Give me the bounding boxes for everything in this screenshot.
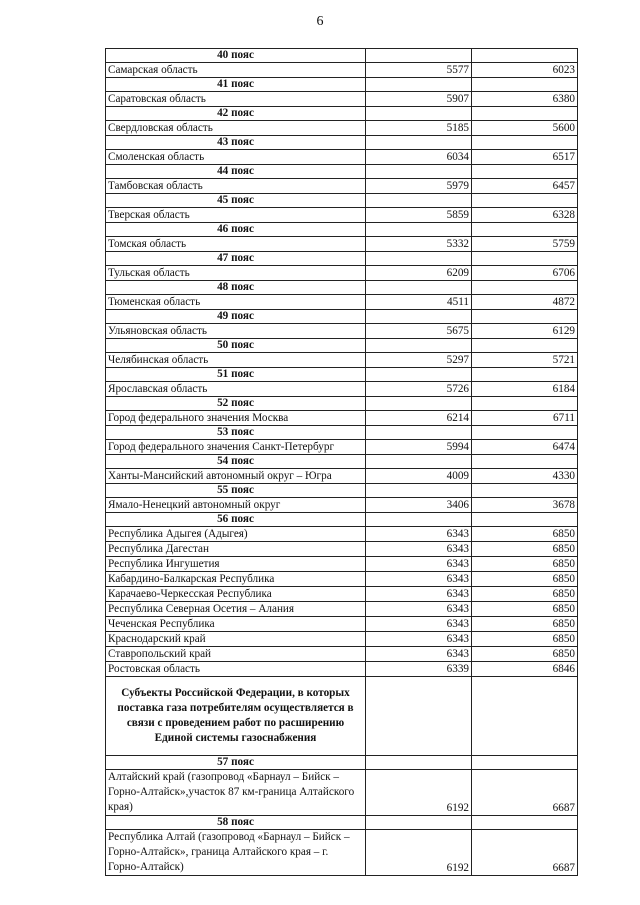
value-cell-2: 6706 <box>472 266 578 281</box>
empty-cell <box>472 426 578 440</box>
value-cell-1: 6034 <box>366 150 472 165</box>
zone-label: 54 пояс <box>106 455 366 469</box>
zone-row <box>106 368 578 382</box>
region-name: Республика Алтай (газопровод «Барнаул – Бийск – Горно-Алтайск», граница Алтайского края – г. Горно-Алтайск) <box>106 830 366 876</box>
empty-cell <box>366 281 472 295</box>
table-row <box>106 617 578 632</box>
region-name: Город федерального значения Санкт-Петербург <box>106 440 366 455</box>
empty-cell <box>472 455 578 469</box>
zone-label: 52 пояс <box>106 397 366 411</box>
value-cell-2: 6129 <box>472 324 578 339</box>
region-name: Город федерального значения Москва <box>106 411 366 426</box>
zone-row <box>106 397 578 411</box>
zone-label: 56 пояс <box>106 513 366 527</box>
region-name: Томская область <box>106 237 366 252</box>
region-name: Челябинская область <box>106 353 366 368</box>
table-row <box>106 587 578 602</box>
empty-cell <box>472 339 578 353</box>
table-row <box>106 150 578 165</box>
value-cell-1: 6343 <box>366 587 472 602</box>
table-row <box>106 411 578 426</box>
empty-cell <box>366 455 472 469</box>
value-cell-2: 3678 <box>472 498 578 513</box>
empty-cell <box>472 397 578 411</box>
value-cell-1: 5994 <box>366 440 472 455</box>
value-cell-1: 6343 <box>366 602 472 617</box>
empty-cell <box>472 223 578 237</box>
value-cell-2: 5600 <box>472 121 578 136</box>
value-cell-2: 6687 <box>472 830 578 876</box>
zone-row <box>106 194 578 208</box>
value-cell-2: 6517 <box>472 150 578 165</box>
zone-label: 51 пояс <box>106 368 366 382</box>
value-cell-2: 6474 <box>472 440 578 455</box>
value-cell-1: 5185 <box>366 121 472 136</box>
empty-cell <box>366 397 472 411</box>
empty-cell <box>366 816 472 830</box>
zone-label: 50 пояс <box>106 339 366 353</box>
region-name: Ростовская область <box>106 662 366 677</box>
table-row <box>106 527 578 542</box>
zone-label: 42 пояс <box>106 107 366 121</box>
section-header: Субъекты Российской Федерации, в которых поставка газа потребителям осуществляется в связи с проведением работ по расширению Единой системы газоснабжения <box>106 677 366 756</box>
zone-label: 57 пояс <box>106 756 366 770</box>
value-cell-2: 6457 <box>472 179 578 194</box>
zone-row <box>106 107 578 121</box>
value-cell-1: 6343 <box>366 557 472 572</box>
region-name: Ставропольский край <box>106 647 366 662</box>
table-row <box>106 602 578 617</box>
page-number: 6 <box>316 14 324 29</box>
zone-row <box>106 281 578 295</box>
region-name: Саратовская область <box>106 92 366 107</box>
region-name: Тюменская область <box>106 295 366 310</box>
empty-cell <box>366 756 472 770</box>
section-header-row <box>106 677 578 756</box>
value-cell-1: 6209 <box>366 266 472 281</box>
value-cell-1: 5332 <box>366 237 472 252</box>
zone-row <box>106 484 578 498</box>
value-cell-1: 5726 <box>366 382 472 397</box>
value-cell-2: 6850 <box>472 632 578 647</box>
zone-row <box>106 223 578 237</box>
region-name: Самарская область <box>106 63 366 78</box>
zone-label: 58 пояс <box>106 816 366 830</box>
table-row <box>106 237 578 252</box>
zone-row <box>106 78 578 92</box>
table-row <box>106 353 578 368</box>
value-cell-2: 4872 <box>472 295 578 310</box>
table-row <box>106 92 578 107</box>
empty-cell <box>472 513 578 527</box>
zone-label: 46 пояс <box>106 223 366 237</box>
zone-label: 47 пояс <box>106 252 366 266</box>
value-cell-1: 4009 <box>366 469 472 484</box>
table-row <box>106 830 578 876</box>
empty-cell <box>366 677 472 756</box>
region-name: Краснодарский край <box>106 632 366 647</box>
value-cell-1: 5907 <box>366 92 472 107</box>
zone-row <box>106 339 578 353</box>
value-cell-2: 5759 <box>472 237 578 252</box>
empty-cell <box>472 310 578 324</box>
empty-cell <box>366 165 472 179</box>
empty-cell <box>366 339 472 353</box>
zone-label: 55 пояс <box>106 484 366 498</box>
value-cell-2: 6850 <box>472 602 578 617</box>
value-cell-1: 6343 <box>366 632 472 647</box>
value-cell-1: 6339 <box>366 662 472 677</box>
empty-cell <box>472 677 578 756</box>
value-cell-2: 6687 <box>472 770 578 816</box>
zone-row <box>106 49 578 63</box>
value-cell-1: 6343 <box>366 527 472 542</box>
value-cell-1: 3406 <box>366 498 472 513</box>
zone-row <box>106 756 578 770</box>
empty-cell <box>472 107 578 121</box>
table-row <box>106 557 578 572</box>
value-cell-1: 6192 <box>366 770 472 816</box>
empty-cell <box>472 368 578 382</box>
zone-row <box>106 426 578 440</box>
empty-cell <box>472 484 578 498</box>
zone-label: 53 пояс <box>106 426 366 440</box>
table-row <box>106 770 578 816</box>
table-row <box>106 572 578 587</box>
zone-label: 43 пояс <box>106 136 366 150</box>
value-cell-2: 6850 <box>472 557 578 572</box>
region-name: Республика Ингушетия <box>106 557 366 572</box>
value-cell-1: 6343 <box>366 542 472 557</box>
zone-label: 45 пояс <box>106 194 366 208</box>
empty-cell <box>366 194 472 208</box>
region-name: Алтайский край (газопровод «Барнаул – Бийск – Горно-Алтайск»,участок 87 км-граница Алтайского края) <box>106 770 366 816</box>
table-row <box>106 179 578 194</box>
empty-cell <box>472 194 578 208</box>
table-row <box>106 647 578 662</box>
region-name: Республика Северная Осетия – Алания <box>106 602 366 617</box>
value-cell-2: 6850 <box>472 587 578 602</box>
value-cell-2: 6023 <box>472 63 578 78</box>
gas-price-table <box>105 48 578 876</box>
zone-row <box>106 455 578 469</box>
empty-cell <box>472 136 578 150</box>
zone-label: 40 пояс <box>106 49 366 63</box>
value-cell-2: 6711 <box>472 411 578 426</box>
value-cell-1: 5297 <box>366 353 472 368</box>
empty-cell <box>472 78 578 92</box>
empty-cell <box>366 484 472 498</box>
table-row <box>106 382 578 397</box>
value-cell-2: 6846 <box>472 662 578 677</box>
value-cell-1: 4511 <box>366 295 472 310</box>
zone-row <box>106 252 578 266</box>
region-name: Тамбовская область <box>106 179 366 194</box>
empty-cell <box>472 816 578 830</box>
value-cell-2: 6328 <box>472 208 578 223</box>
empty-cell <box>366 49 472 63</box>
region-name: Чеченская Республика <box>106 617 366 632</box>
zone-row <box>106 165 578 179</box>
empty-cell <box>366 310 472 324</box>
region-name: Тульская область <box>106 266 366 281</box>
region-name: Тверская область <box>106 208 366 223</box>
empty-cell <box>472 756 578 770</box>
table-row <box>106 632 578 647</box>
empty-cell <box>366 78 472 92</box>
value-cell-2: 6380 <box>472 92 578 107</box>
value-cell-2: 6850 <box>472 572 578 587</box>
value-cell-1: 5675 <box>366 324 472 339</box>
region-name: Свердловская область <box>106 121 366 136</box>
table-row <box>106 469 578 484</box>
value-cell-1: 6343 <box>366 647 472 662</box>
zone-label: 44 пояс <box>106 165 366 179</box>
value-cell-1: 5859 <box>366 208 472 223</box>
region-name: Ямало-Ненецкий автономный округ <box>106 498 366 513</box>
table-row <box>106 266 578 281</box>
empty-cell <box>366 223 472 237</box>
zone-row <box>106 310 578 324</box>
value-cell-1: 5979 <box>366 179 472 194</box>
zone-row <box>106 513 578 527</box>
value-cell-2: 6184 <box>472 382 578 397</box>
value-cell-1: 6192 <box>366 830 472 876</box>
value-cell-2: 6850 <box>472 542 578 557</box>
value-cell-2: 5721 <box>472 353 578 368</box>
value-cell-2: 6850 <box>472 647 578 662</box>
table-row <box>106 498 578 513</box>
zone-label: 48 пояс <box>106 281 366 295</box>
empty-cell <box>472 252 578 266</box>
region-name: Республика Дагестан <box>106 542 366 557</box>
table-row <box>106 63 578 78</box>
empty-cell <box>472 49 578 63</box>
value-cell-2: 6850 <box>472 527 578 542</box>
zone-label: 41 пояс <box>106 78 366 92</box>
zone-row <box>106 136 578 150</box>
zone-label: 49 пояс <box>106 310 366 324</box>
table-row <box>106 295 578 310</box>
zone-row <box>106 816 578 830</box>
empty-cell <box>366 252 472 266</box>
region-name: Ханты-Мансийский автономный округ – Югра <box>106 469 366 484</box>
table-row <box>106 324 578 339</box>
region-name: Ульяновская область <box>106 324 366 339</box>
empty-cell <box>366 136 472 150</box>
region-name: Ярославская область <box>106 382 366 397</box>
region-name: Республика Адыгея (Адыгея) <box>106 527 366 542</box>
empty-cell <box>366 426 472 440</box>
empty-cell <box>472 165 578 179</box>
region-name: Карачаево-Черкесская Республика <box>106 587 366 602</box>
region-name: Кабардино-Балкарская Республика <box>106 572 366 587</box>
value-cell-1: 6214 <box>366 411 472 426</box>
table-row <box>106 208 578 223</box>
table-row <box>106 662 578 677</box>
empty-cell <box>366 513 472 527</box>
value-cell-1: 6343 <box>366 572 472 587</box>
table-row <box>106 121 578 136</box>
table-row <box>106 440 578 455</box>
empty-cell <box>366 368 472 382</box>
empty-cell <box>472 281 578 295</box>
value-cell-2: 4330 <box>472 469 578 484</box>
value-cell-2: 6850 <box>472 617 578 632</box>
empty-cell <box>366 107 472 121</box>
value-cell-1: 5577 <box>366 63 472 78</box>
value-cell-1: 6343 <box>366 617 472 632</box>
region-name: Смоленская область <box>106 150 366 165</box>
table-row <box>106 542 578 557</box>
